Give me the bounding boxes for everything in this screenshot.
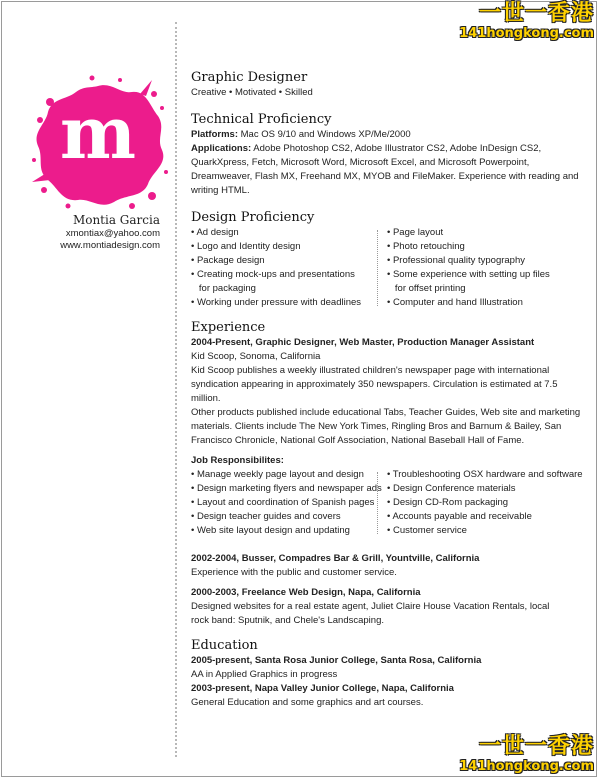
job-entry-title: 2004-Present, Graphic Designer, Web Master, Production Manager Assistant	[191, 337, 535, 348]
list-item: • Customer service	[387, 525, 467, 536]
job-desc-line: Other products published include educational Tabs, Teacher Guides, Web site and marketing	[191, 407, 581, 418]
education-desc: General Education and some graphics and art courses.	[191, 697, 424, 708]
applications-line: Dreamweaver, Flash MX, Freehand MX, MYOB and FileMaker. Experience with reading and	[191, 171, 579, 182]
list-item: • Layout and coordination of Spanish pages	[191, 497, 375, 508]
splash-logo	[28, 72, 168, 212]
list-item: • Logo and Identity design	[191, 241, 301, 252]
resume-main	[191, 70, 581, 710]
applications-line: Applications: Adobe Photoshop CS2, Adobe Illustrator CS2, Adobe InDesign CS2,	[191, 143, 542, 154]
responsibilities-list	[191, 468, 581, 538]
list-item: • Working under pressure with deadlines	[191, 297, 362, 308]
job-desc-line: materials. Clients include The New York Times, Ringling Bros and Barnum & Bailey, San	[191, 421, 562, 432]
education-desc: AA in Applied Graphics in progress	[191, 669, 338, 680]
list-item: • Professional quality typography	[387, 255, 525, 266]
list-item: for packaging	[191, 283, 256, 294]
design-col-2	[387, 226, 550, 310]
list-item: • Design teacher guides and covers	[191, 511, 341, 522]
tagline: Creative • Motivated • Skilled	[191, 87, 313, 98]
list-item: • Creating mock-ups and presentations	[191, 269, 355, 280]
resp-col-1	[191, 468, 382, 538]
list-item: • Ad design	[191, 227, 239, 238]
design-col-1	[191, 226, 361, 310]
experience-heading: Experience	[191, 320, 266, 335]
list-item: for offset printing	[387, 283, 466, 294]
job-desc-line: Kid Scoop, Sonoma, California	[191, 351, 321, 362]
job-desc-line: syndication appearing in approximately 350 newspapers. Circulation is estimated at 7.5 million.	[191, 379, 558, 404]
vertical-divider	[175, 22, 177, 757]
list-item: • Design CD-Rom packaging	[387, 497, 509, 508]
education-entry-title: 2005-present, Santa Rosa Junior College, Santa Rosa, California	[191, 655, 482, 666]
column-divider	[377, 472, 378, 534]
watermark-bottom: 一世一香港 141hongkong.com	[459, 734, 594, 774]
list-item: • Package design	[191, 255, 265, 266]
resp-col-2	[387, 468, 583, 538]
applications-line: QuarkXpress, Fetch, Microsoft Word, Microsoft Excel, and Microsoft Powerpoint,	[191, 157, 530, 168]
job-desc-line: Francisco Chronicle, National Golf Association, National Baseball Hall of Fame.	[191, 435, 525, 446]
list-item: • Accounts payable and receivable	[387, 511, 532, 522]
watermark-top: 一世一香港 141hongkong.com	[459, 1, 594, 41]
responsibilities-heading: Job Responsibilites:	[191, 455, 284, 466]
contact-email[interactable]: xmontiax@yahoo.com	[65, 228, 160, 239]
logo-letter: m	[59, 90, 137, 175]
list-item: • Computer and hand Illustration	[387, 297, 523, 308]
list-item: • Photo retouching	[387, 241, 465, 252]
applications-line: writing HTML.	[191, 185, 250, 196]
job-entry-title: 2002-2004, Busser, Compadres Bar & Grill, Yountville, California	[191, 553, 480, 564]
contact-website[interactable]: www.montiadesign.com	[60, 240, 160, 251]
list-item: • Troubleshooting OSX hardware and software	[387, 469, 583, 480]
platforms-line: Platforms: Mac OS 9/10 and Windows XP/Me/2000	[191, 129, 411, 140]
list-item: • Some experience with setting up files	[387, 269, 550, 280]
technical-heading: Technical Proficiency	[191, 112, 332, 127]
job-desc-line: Kid Scoop publishes a weekly illustrated children's newspaper page with international	[191, 365, 550, 376]
job-desc-line: Designed websites for a real estate agent, Juliet Claire House Vacation Rentals, local	[191, 601, 550, 612]
contact-block	[20, 213, 160, 252]
job-entry-title: 2000-2003, Freelance Web Design, Napa, California	[191, 587, 421, 598]
list-item: • Web site layout design and updating	[191, 525, 350, 536]
job-desc-line: rock band: Sputnik, and Chele's Landscaping.	[191, 615, 384, 626]
education-entry-title: 2003-present, Napa Valley Junior College, Napa, California	[191, 683, 454, 694]
list-item: • Design Conference materials	[387, 483, 516, 494]
job-desc-line: Experience with the public and customer service.	[191, 567, 397, 578]
list-item: • Design marketing flyers and newspaper ads	[191, 483, 382, 494]
list-item: • Manage weekly page layout and design	[191, 469, 364, 480]
column-divider	[377, 230, 378, 306]
design-heading: Design Proficiency	[191, 210, 315, 225]
contact-name: Montia Garcia	[72, 213, 160, 227]
job-title: Graphic Designer	[191, 70, 308, 85]
education-heading: Education	[191, 638, 258, 653]
list-item: • Page layout	[387, 227, 444, 238]
design-list	[191, 226, 581, 310]
